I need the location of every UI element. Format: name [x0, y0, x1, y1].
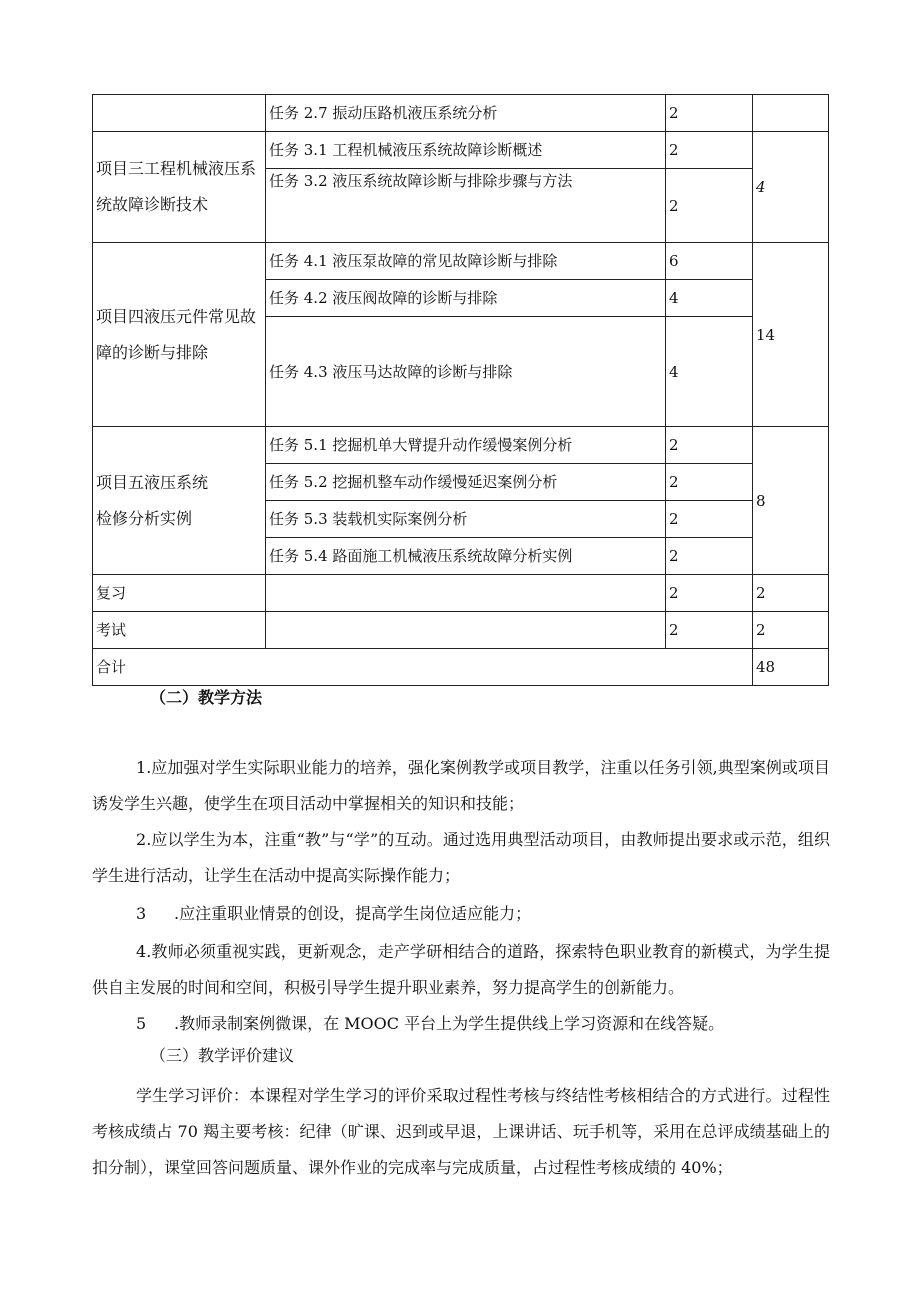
project-cell: [93, 95, 266, 132]
project-cell: [93, 427, 266, 575]
table-row: [93, 649, 829, 686]
item-number: 5: [136, 1014, 147, 1033]
task-cell: 任务 2.7 振动压路机液压系统分析: [266, 95, 666, 132]
task-cell: 任务 5.4 路面施工机械液压系统故障分析实例: [266, 538, 666, 575]
hours-cell: 4: [666, 280, 753, 317]
hours-cell: 2: [666, 169, 753, 243]
section-heading-evaluation: （三）教学评价建议: [150, 1046, 295, 1065]
table-row: [93, 95, 829, 132]
hours-cell: 2: [666, 612, 753, 649]
course-hours-table: [92, 94, 829, 686]
project-cell: 考试: [93, 612, 266, 649]
hours-cell: 2: [666, 464, 753, 501]
table-row: [93, 427, 829, 464]
section-heading-teaching-methods: （二）教学方法: [150, 688, 263, 707]
task-cell: 任务 4.3 液压马达故障的诊断与排除: [266, 317, 666, 427]
total-cell: 14: [753, 243, 829, 427]
task-cell: 任务 5.1 挖掘机单大臂提升动作缓慢案例分析: [266, 427, 666, 464]
task-cell: [266, 575, 666, 612]
hours-cell: 2: [666, 501, 753, 538]
hours-cell: 2: [666, 575, 753, 612]
table-row: [93, 243, 829, 280]
task-cell: [266, 612, 666, 649]
project-cell: 项目四液压元件常见故障的诊断与排除: [93, 243, 266, 427]
task-cell: 任务 5.3 装载机实际案例分析: [266, 501, 666, 538]
total-cell: 2: [753, 575, 829, 612]
item-number: 2: [136, 830, 147, 849]
hours-cell: 6: [666, 243, 753, 280]
project-line: 项目五液压系统: [96, 472, 209, 492]
task-cell: 任务 3.1 工程机械液压系统故障诊断概述: [266, 132, 666, 169]
item-number: 1: [136, 758, 147, 777]
project-line: 检修分析实例: [96, 508, 193, 528]
total-cell: 4: [753, 132, 829, 243]
project-cell: 合计: [93, 649, 753, 686]
total-cell: 48: [753, 649, 829, 686]
task-cell: 任务 4.1 液压泵故障的常见故障诊断与排除: [266, 243, 666, 280]
evaluation-text: 学生学习评价：本课程对学生学习的评价采取过程性考核与终结性考核相结合的方式进行。过程性考核成绩占 70 羯主要考核：纪律（旷课、迟到或早退，上课讲话、玩手机等，采用在总评成绩基础上的扣分制），课堂回答问题质量、课外作业的完成率与完成质量，占过程性考核成绩的 40%；: [92, 1086, 830, 1177]
method-item: [92, 934, 830, 1006]
task-cell: 任务 4.2 液压阀故障的诊断与排除: [266, 280, 666, 317]
method-item: [92, 896, 830, 932]
hours-cell: 2: [666, 538, 753, 575]
hours-cell: 2: [666, 427, 753, 464]
item-text: .应注重职业情景的创设，提高学生岗位适应能力；: [174, 904, 532, 923]
total-cell: [753, 95, 829, 132]
table-row: [93, 612, 829, 649]
item-text: .教师必须重视实践，更新观念，走产学研相结合的道路，探索特色职业教育的新模式，为学生提供自主发展的时间和空间，积极引导学生提升职业素养，努力提高学生的创新能力。: [92, 942, 830, 997]
table-row: [93, 132, 829, 169]
item-text: .教师录制案例微课，在 MOOC 平台上为学生提供线上学习资源和在线答疑。: [174, 1014, 725, 1033]
table-row: [93, 575, 829, 612]
task-cell: 任务 3.2 液压系统故障诊断与排除步骤与方法: [266, 169, 666, 243]
task-cell: 任务 5.2 挖掘机整车动作缓慢延迟案例分析: [266, 464, 666, 501]
method-item: [92, 822, 830, 894]
project-cell: 复习: [93, 575, 266, 612]
total-cell: 8: [753, 427, 829, 575]
project-cell: 项目三工程机械液压系统故障诊断技术: [93, 132, 266, 243]
evaluation-paragraph: [92, 1078, 830, 1186]
item-number: 4: [136, 942, 147, 961]
method-item: [92, 1006, 830, 1042]
hours-cell: 2: [666, 132, 753, 169]
total-cell: 2: [753, 612, 829, 649]
method-item: [92, 750, 830, 822]
item-text: .应以学生为本，注重“教”与“学”的互动。通过选用典型活动项目，由教师提出要求或示范，组织学生进行活动，让学生在活动中提高实际操作能力；: [92, 830, 830, 885]
hours-cell: 4: [666, 317, 753, 427]
hours-cell: 2: [666, 95, 753, 132]
item-text: .应加强对学生实际职业能力的培养，强化案例教学或项目教学，注重以任务引领,典型案例或项目诱发学生兴趣，使学生在项目活动中掌握相关的知识和技能；: [92, 758, 830, 813]
item-number: 3: [136, 904, 147, 923]
